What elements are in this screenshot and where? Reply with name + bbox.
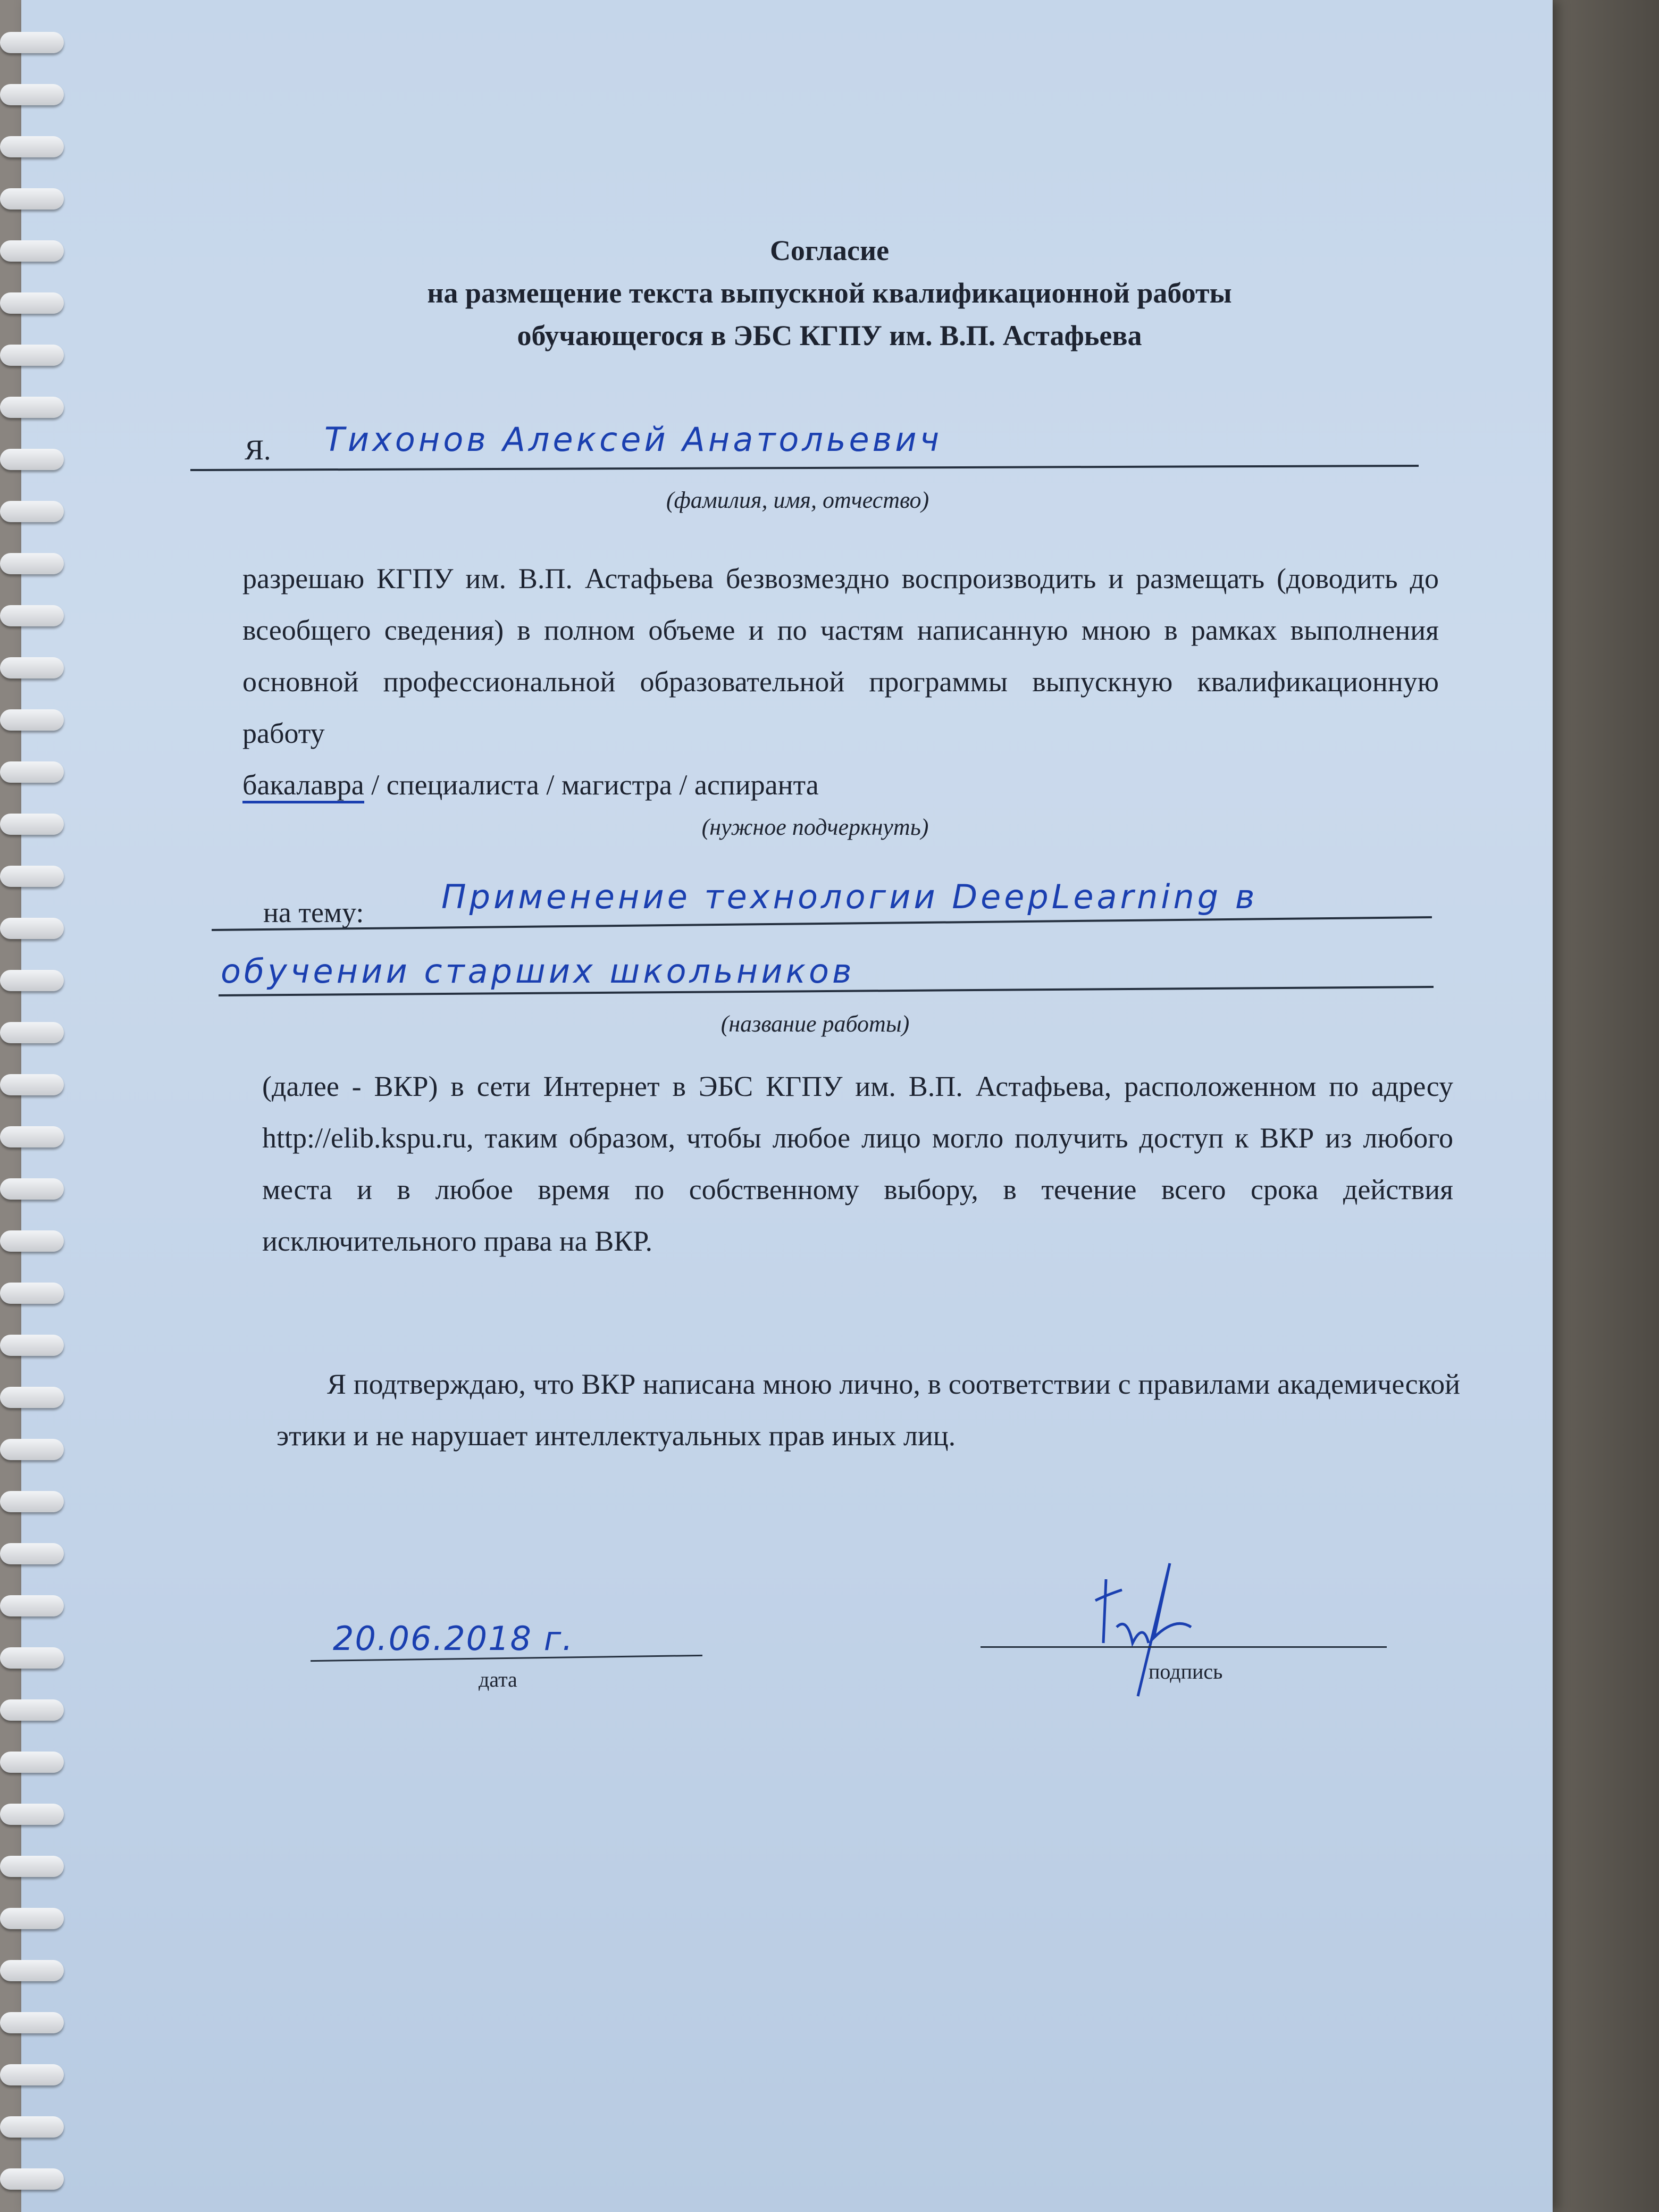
degree-caption: (нужное подчеркнуть)	[701, 814, 929, 840]
degree-option-selected: бакалавра	[242, 769, 364, 803]
binding-loop	[0, 1178, 64, 1200]
degree-option: специалиста	[386, 769, 539, 801]
binding-loop	[0, 2168, 64, 2190]
binding-loop	[0, 2064, 64, 2085]
binding-loop	[0, 1856, 64, 1877]
binding-loop	[0, 1752, 64, 1773]
binding-loop	[0, 449, 64, 470]
binding-loop	[0, 84, 64, 105]
binding-loop	[0, 1074, 64, 1095]
binding-loop	[0, 657, 64, 678]
binding-loop	[0, 761, 64, 783]
binding-loop	[0, 709, 64, 731]
binding-loop	[0, 970, 64, 991]
binding-loop	[0, 136, 64, 157]
separator: /	[539, 769, 562, 801]
topic-caption: (название работы)	[720, 1011, 910, 1037]
binding-loop	[0, 32, 64, 53]
binding-loop	[0, 1543, 64, 1564]
binding-loop	[0, 1230, 64, 1252]
signature-underline	[981, 1646, 1387, 1648]
binding-loop	[0, 918, 64, 939]
degree-options	[242, 759, 1439, 811]
consent-paragraph-2: (далее - ВКР) в сети Интернет в ЭБС КГПУ им. В.П. Астафьева, расположенном по адресу http://elib.kspu.ru, таким образом, чтобы любое лицо могло получить доступ к ВКР из любого места и в любое время по собственному выбору, в течение всего срока действия исключительного права на ВКР.	[262, 1070, 1453, 1257]
binding-loop	[0, 1960, 64, 1981]
separator: /	[672, 769, 694, 801]
binding-loop	[0, 1387, 64, 1408]
handwritten-topic-line-1: Применение технологии DeepLearning в	[441, 877, 1258, 916]
binding-loop	[0, 1595, 64, 1616]
binding-loop	[0, 1022, 64, 1043]
binding-loop	[0, 605, 64, 626]
handwritten-name: Тихонов Алексей Анатольевич	[324, 420, 943, 459]
binding-loop	[0, 2012, 64, 2033]
binding-loop	[0, 397, 64, 418]
binding-loop	[0, 553, 64, 574]
binding-loop	[0, 1491, 64, 1512]
topic-label: на тему:	[263, 896, 364, 928]
degree-option: магистра	[561, 769, 672, 801]
binding-loop	[0, 2116, 64, 2138]
binding-loop	[0, 1335, 64, 1356]
binding-loop	[0, 1908, 64, 1929]
binding-loop	[0, 814, 64, 835]
date-caption: дата	[479, 1668, 517, 1691]
consent-paragraph-1: разрешаю КГПУ им. В.П. Астафьева безвозмездно воспроизводить и размещать (доводить до всеобщего сведения) в полном объеме и по частям написанную мною в рамках выполнения основной профессиональной образовательной программы выпускную квалификационную работу	[242, 563, 1439, 749]
name-caption: (фамилия, имя, отчество)	[666, 487, 929, 513]
document-subtitle-2: обучающегося в ЭБС КГПУ им. В.П. Астафьева	[517, 320, 1142, 351]
confirmation-paragraph: Я подтверждаю, что ВКР написана мною лично, в соответствии с правилами академической этики и не нарушает интеллектуальных прав иных лиц.	[276, 1368, 1460, 1452]
binding-loop	[0, 188, 64, 210]
separator: /	[364, 769, 387, 801]
degree-option: аспиранта	[694, 769, 819, 801]
document-title: Согласие	[769, 234, 890, 266]
handwritten-date: 20.06.2018 г.	[333, 1619, 574, 1658]
handwritten-topic-line-2: обучении старших школьников	[221, 952, 855, 991]
signature	[1074, 1558, 1244, 1707]
binding-loop	[0, 1804, 64, 1825]
document-subtitle-1: на размещение текста выпускной квалификационной работы	[427, 277, 1232, 309]
signature-caption: подпись	[1149, 1660, 1223, 1683]
binding-loop	[0, 501, 64, 522]
binding-loop	[0, 1283, 64, 1304]
binding-loop	[0, 1647, 64, 1669]
binding-loop	[0, 866, 64, 887]
binding-loop	[0, 1126, 64, 1147]
binding-loop	[0, 1699, 64, 1721]
binding-loop	[0, 1439, 64, 1460]
name-prefix: Я.	[245, 434, 271, 466]
